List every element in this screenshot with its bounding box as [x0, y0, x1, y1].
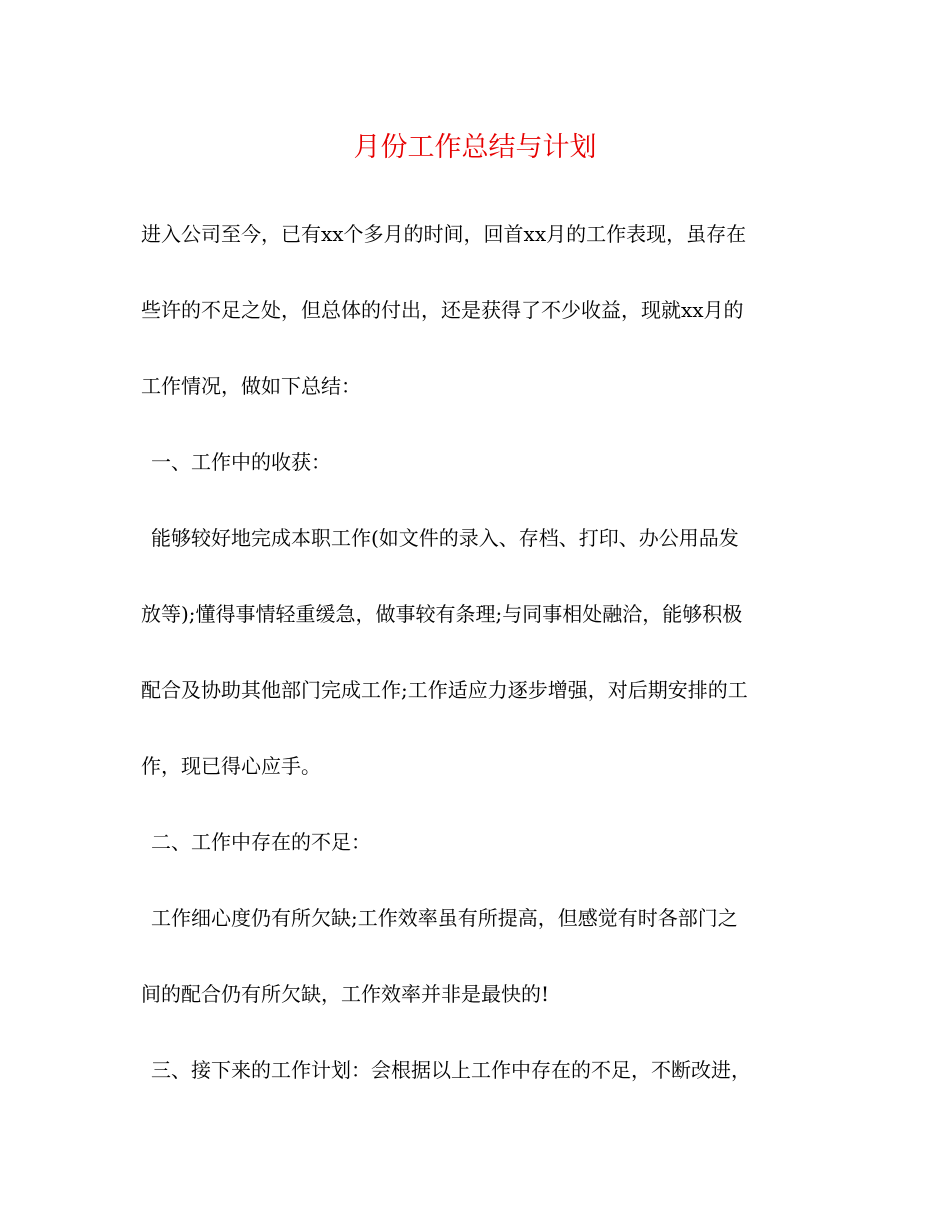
section-heading: 二、工作中存在的不足：	[151, 830, 371, 854]
paragraph-line: 工作细心度仍有所欠缺;工作效率虽有所提高，但感觉有时各部门之	[151, 906, 738, 930]
section-heading: 一、工作中的收获：	[151, 450, 331, 474]
paragraph-line: 配合及协助其他部门完成工作;工作适应力逐步增强，对后期安排的工	[141, 678, 748, 702]
paragraph-line: 作，现已得心应手。	[141, 754, 321, 778]
paragraph-line: 能够较好地完成本职工作(如文件的录入、存档、打印、办公用品发	[151, 526, 739, 550]
document-title: 月份工作总结与计划	[353, 132, 597, 163]
paragraph-line: 工作情况，做如下总结：	[141, 374, 361, 398]
paragraph-line: 些许的不足之处，但总体的付出，还是获得了不少收益，现就xx月的	[141, 298, 744, 322]
paragraph-line: 间的配合仍有所欠缺，工作效率并非是最快的!	[141, 982, 550, 1006]
section-heading: 三、接下来的工作计划：会根据以上工作中存在的不足，不断改进，	[151, 1058, 751, 1082]
document-body	[141, 215, 821, 1127]
paragraph-line: 进入公司至今，已有xx个多月的时间，回首xx月的工作表现，虽存在	[141, 222, 747, 246]
paragraph-line: 放等);懂得事情轻重缓急，做事较有条理;与同事相处融洽，能够积极	[141, 602, 743, 626]
